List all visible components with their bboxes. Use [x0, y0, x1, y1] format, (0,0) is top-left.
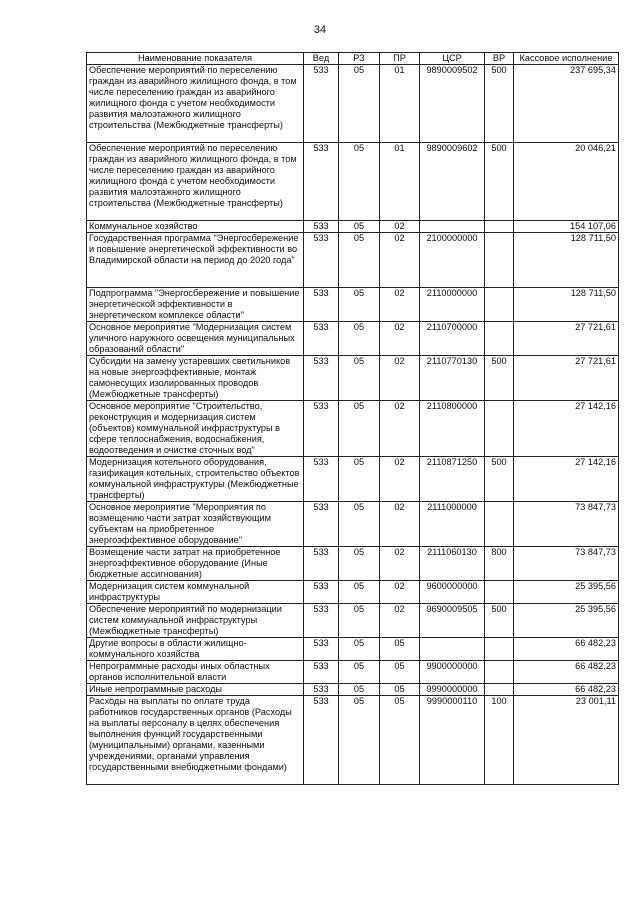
- cell-amount: 25 395,56: [514, 581, 619, 604]
- cell-name: Государственная программа "Энергосбережение и повышение энергетической эффективности во Владимирской области на период до 2020 года": [87, 233, 304, 288]
- cell-rz: 05: [339, 604, 380, 638]
- cell-amount: 128 711,50: [514, 233, 619, 288]
- cell-rz: 05: [339, 322, 380, 356]
- cell-vr: [485, 221, 514, 233]
- cell-amount: 20 046,21: [514, 143, 619, 221]
- cell-vr: [485, 288, 514, 322]
- cell-ved: 533: [304, 661, 339, 684]
- cell-rz: 05: [339, 684, 380, 696]
- cell-csr: 9690009505: [420, 604, 485, 638]
- cell-amount: 73 847,73: [514, 502, 619, 547]
- cell-ved: 533: [304, 322, 339, 356]
- cell-vr: [485, 401, 514, 457]
- cell-rz: 05: [339, 288, 380, 322]
- table-row: [87, 143, 619, 221]
- cell-rz: 05: [339, 661, 380, 684]
- cell-csr: [420, 221, 485, 233]
- cell-amount: 27 721,61: [514, 322, 619, 356]
- header-rz: РЗ: [339, 53, 380, 65]
- cell-name: Основное мероприятие "Модернизация систем уличного наружного освещения муниципальных образований области": [87, 322, 304, 356]
- cell-name: Другие вопросы в области жилищно-коммунального хозяйства: [87, 638, 304, 661]
- cell-amount: 66 482,23: [514, 638, 619, 661]
- table-row: [87, 401, 619, 457]
- cell-vr: 500: [485, 143, 514, 221]
- table-row: [87, 638, 619, 661]
- cell-rz: 05: [339, 65, 380, 143]
- table-row: [87, 233, 619, 288]
- cell-csr: 2110000000: [420, 288, 485, 322]
- cell-pr: 02: [380, 502, 420, 547]
- cell-rz: 05: [339, 356, 380, 401]
- cell-vr: [485, 322, 514, 356]
- table-row: [87, 65, 619, 143]
- cell-amount: 25 395,56: [514, 604, 619, 638]
- cell-vr: [485, 502, 514, 547]
- cell-ved: 533: [304, 143, 339, 221]
- cell-pr: 02: [380, 288, 420, 322]
- cell-name: Подпрограмма "Энергосбережение и повышение энергетической эффективности в энергетическом комплексе области": [87, 288, 304, 322]
- cell-amount: 23 001,11: [514, 696, 619, 785]
- table-row: [87, 547, 619, 581]
- cell-name: Иные непрограммные расходы: [87, 684, 304, 696]
- header-amount: Кассовое исполнение: [514, 53, 619, 65]
- cell-ved: 533: [304, 684, 339, 696]
- cell-name: Субсидии на замену устаревших светильников на новые энергоэффективные, монтаж самонесущих изолированных проводов (Межбюджетные трансферты): [87, 356, 304, 401]
- cell-pr: 05: [380, 638, 420, 661]
- cell-rz: 05: [339, 143, 380, 221]
- table-row: [87, 356, 619, 401]
- cell-pr: 02: [380, 604, 420, 638]
- cell-pr: 01: [380, 65, 420, 143]
- cell-ved: 533: [304, 233, 339, 288]
- table-row: [87, 581, 619, 604]
- table-row: [87, 322, 619, 356]
- cell-ved: 533: [304, 638, 339, 661]
- cell-pr: 05: [380, 684, 420, 696]
- cell-rz: 05: [339, 401, 380, 457]
- cell-amount: 73 847,73: [514, 547, 619, 581]
- cell-amount: 27 142,16: [514, 401, 619, 457]
- cell-amount: 237 695,34: [514, 65, 619, 143]
- cell-csr: 2110700000: [420, 322, 485, 356]
- cell-vr: [485, 661, 514, 684]
- table-row: [87, 684, 619, 696]
- cell-pr: 02: [380, 322, 420, 356]
- table-row: [87, 221, 619, 233]
- budget-execution-table: [86, 52, 619, 785]
- cell-rz: 05: [339, 547, 380, 581]
- header-ved: Вед: [304, 53, 339, 65]
- cell-csr: 9890009602: [420, 143, 485, 221]
- cell-ved: 533: [304, 288, 339, 322]
- cell-vr: 100: [485, 696, 514, 785]
- cell-pr: 02: [380, 356, 420, 401]
- cell-rz: 05: [339, 502, 380, 547]
- cell-ved: 533: [304, 502, 339, 547]
- cell-vr: [485, 684, 514, 696]
- cell-csr: [420, 638, 485, 661]
- cell-name: Модернизация котельного оборудования, газификация котельных, строительство объектов коммунальной инфраструктуры (Межбюджетные трансферты): [87, 457, 304, 502]
- cell-csr: 9890009502: [420, 65, 485, 143]
- header-vr: ВР: [485, 53, 514, 65]
- cell-amount: 66 482,23: [514, 684, 619, 696]
- header-name: Наименование показателя: [87, 53, 304, 65]
- cell-vr: 500: [485, 604, 514, 638]
- cell-name: Расходы на выплаты по оплате труда работников государственных органов (Расходы на выплаты персоналу в целях обеспечения выполнения функций государственными (муниципальными) органами, казенными учреждениями, органами управления государственными внебюджетными фондами): [87, 696, 304, 785]
- cell-name: Коммунальное хозяйство: [87, 221, 304, 233]
- cell-ved: 533: [304, 356, 339, 401]
- cell-csr: 2100000000: [420, 233, 485, 288]
- cell-csr: 2110770130: [420, 356, 485, 401]
- table-row: [87, 502, 619, 547]
- cell-rz: 05: [339, 457, 380, 502]
- cell-pr: 02: [380, 221, 420, 233]
- cell-rz: 05: [339, 638, 380, 661]
- cell-ved: 533: [304, 221, 339, 233]
- cell-ved: 533: [304, 581, 339, 604]
- table-row: [87, 604, 619, 638]
- cell-pr: 05: [380, 661, 420, 684]
- cell-pr: 01: [380, 143, 420, 221]
- cell-ved: 533: [304, 401, 339, 457]
- cell-amount: 27 142,16: [514, 457, 619, 502]
- cell-vr: [485, 233, 514, 288]
- cell-csr: 2111060130: [420, 547, 485, 581]
- cell-name: Обеспечение мероприятий по модернизации систем коммунальной инфраструктуры (Межбюджетные трансферты): [87, 604, 304, 638]
- cell-pr: 02: [380, 547, 420, 581]
- cell-vr: 500: [485, 457, 514, 502]
- cell-vr: 800: [485, 547, 514, 581]
- cell-csr: 2111000000: [420, 502, 485, 547]
- cell-vr: [485, 581, 514, 604]
- cell-name: Обеспечение мероприятий по переселению граждан из аварийного жилищного фонда, в том числе переселению граждан из аварийного жилищного фонда с учетом необходимости развития малоэтажного жилищного строительства (Межбюджетные трансферты): [87, 143, 304, 221]
- page-number: 34: [313, 24, 327, 36]
- header-pr: ПР: [380, 53, 420, 65]
- cell-amount: 128 711,50: [514, 288, 619, 322]
- table-row: [87, 457, 619, 502]
- cell-csr: 9900000000: [420, 661, 485, 684]
- cell-pr: 02: [380, 233, 420, 288]
- cell-name: Непрограммные расходы иных областных органов исполнительной власти: [87, 661, 304, 684]
- cell-csr: 2110871250: [420, 457, 485, 502]
- cell-name: Возмещение части затрат на приобретенное энергоэффективное оборудование (Иные бюджетные ассигнования): [87, 547, 304, 581]
- table-row: [87, 661, 619, 684]
- cell-ved: 533: [304, 604, 339, 638]
- cell-ved: 533: [304, 457, 339, 502]
- cell-csr: 9990000000: [420, 684, 485, 696]
- cell-name: Основное мероприятие "Строительство, реконструкция и модернизация систем (объектов) коммунальной инфраструктуры в сфере теплоснабжения, водоснабжения, водоотведения и очистке сточных вод": [87, 401, 304, 457]
- cell-rz: 05: [339, 696, 380, 785]
- cell-pr: 02: [380, 457, 420, 502]
- cell-rz: 05: [339, 233, 380, 288]
- cell-pr: 02: [380, 581, 420, 604]
- cell-pr: 05: [380, 696, 420, 785]
- cell-vr: 500: [485, 356, 514, 401]
- cell-ved: 533: [304, 547, 339, 581]
- cell-csr: 9990000110: [420, 696, 485, 785]
- table-row: [87, 288, 619, 322]
- cell-amount: 27 721,61: [514, 356, 619, 401]
- cell-rz: 05: [339, 221, 380, 233]
- cell-vr: 500: [485, 65, 514, 143]
- table-header-row: [87, 53, 619, 65]
- cell-csr: 2110800000: [420, 401, 485, 457]
- cell-amount: 154 107,06: [514, 221, 619, 233]
- header-csr: ЦСР: [420, 53, 485, 65]
- table-row: [87, 696, 619, 785]
- cell-rz: 05: [339, 581, 380, 604]
- cell-name: Основное мероприятие "Мероприятия по возмещению части затрат хозяйствующим субъектам на приобретенное энергоэффективное оборудование": [87, 502, 304, 547]
- cell-name: Модернизация систем коммунальной инфраструктуры: [87, 581, 304, 604]
- cell-ved: 533: [304, 65, 339, 143]
- cell-ved: 533: [304, 696, 339, 785]
- cell-pr: 02: [380, 401, 420, 457]
- cell-name: Обеспечение мероприятий по переселению граждан из аварийного жилищного фонда, в том числе переселению граждан из аварийного жилищного фонда с учетом необходимости развития малоэтажного жилищного строительства (Межбюджетные трансферты): [87, 65, 304, 143]
- cell-csr: 9600000000: [420, 581, 485, 604]
- cell-vr: [485, 638, 514, 661]
- cell-amount: 66 482,23: [514, 661, 619, 684]
